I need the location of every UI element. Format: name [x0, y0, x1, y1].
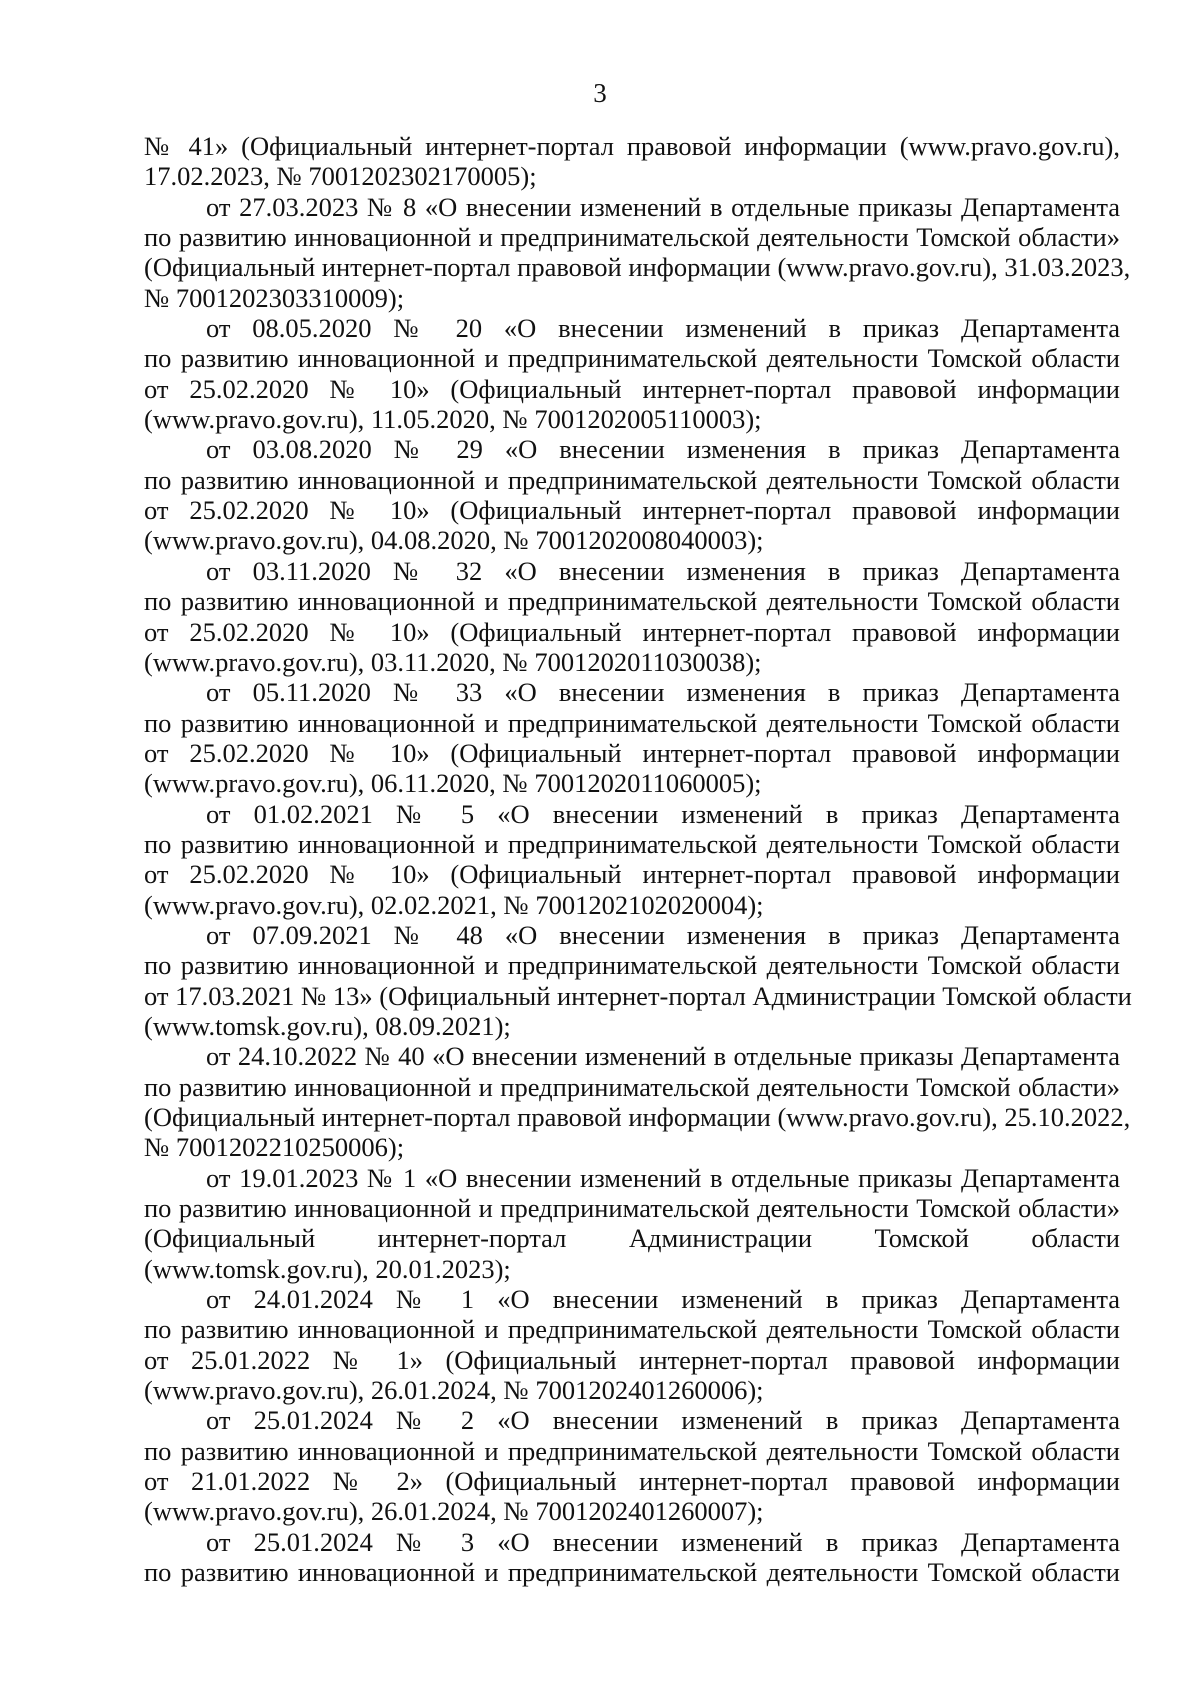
page-number: 3 [593, 78, 607, 108]
paragraph [144, 799, 1120, 920]
paragraph-line: (www.pravo.gov.ru), 02.02.2021, № 7001202102020004); [144, 889, 764, 920]
paragraph-line: по развитию инновационной и предпринимательской деятельности Томской области» [144, 222, 1120, 253]
paragraph-line: (www.tomsk.gov.ru), 20.01.2023); [144, 1253, 511, 1284]
paragraph-line: № 7001202303310009); [144, 282, 405, 313]
paragraph-line: (www.pravo.gov.ru), 06.11.2020, № 7001202011060005); [144, 768, 762, 799]
paragraph-line: от 08.05.2020 № 20 «О внесении изменений в приказ Департамента [206, 313, 1120, 344]
paragraph-line: от 25.02.2020 № 10» (Официальный интернет-портал правовой информации [144, 616, 1120, 647]
paragraph-line: от 25.02.2020 № 10» (Официальный интернет-портал правовой информации [144, 737, 1120, 768]
paragraph-line: от 27.03.2023 № 8 «О внесении изменений в отдельные приказы Департамента [206, 191, 1120, 222]
paragraph-line: от 19.01.2023 № 1 «О внесении изменений в отдельные приказы Департамента [206, 1162, 1120, 1193]
paragraph [144, 1405, 1120, 1526]
paragraph-line: по развитию инновационной и предпринимательской деятельности Томской области [144, 1435, 1120, 1466]
paragraph-line: от 25.02.2020 № 10» (Официальный интернет-портал правовой информации [144, 859, 1120, 890]
paragraph-line: (www.pravo.gov.ru), 26.01.2024, № 7001202401260006); [144, 1375, 764, 1406]
paragraph-line: № 7001202210250006); [144, 1132, 405, 1163]
paragraph-line: по развитию инновационной и предпринимательской деятельности Томской области [144, 828, 1120, 859]
paragraph-line: (www.pravo.gov.ru), 26.01.2024, № 7001202401260007); [144, 1496, 764, 1527]
paragraph-line: (www.pravo.gov.ru), 03.11.2020, № 7001202011030038); [144, 646, 762, 677]
paragraph-line: от 05.11.2020 № 33 «О внесении изменения в приказ Департамента [206, 677, 1120, 708]
paragraph-line: от 17.03.2021 № 13» (Официальный интернет-портал Администрации Томской области [144, 980, 1132, 1011]
paragraph [144, 191, 1131, 313]
paragraph-line: от 24.10.2022 № 40 «О внесении изменений в отдельные приказы Департамента [206, 1041, 1120, 1072]
paragraph-line: по развитию инновационной и предпринимательской деятельности Томской области [144, 1314, 1120, 1345]
paragraph-line: (www.tomsk.gov.ru), 08.09.2021); [144, 1010, 511, 1041]
paragraph-line: (www.pravo.gov.ru), 04.08.2020, № 7001202008040003); [144, 525, 764, 556]
paragraph-line: № 41» (Официальный интернет-портал правовой информации (www.pravo.gov.ru), [144, 131, 1120, 161]
paragraph-line: по развитию инновационной и предпринимательской деятельности Томской области [144, 707, 1120, 738]
paragraph-line: (Официальный интернет-портал Администрации Томской области [144, 1223, 1120, 1254]
paragraph-line: (Официальный интернет-портал правовой информации (www.pravo.gov.ru), 25.10.2022, [144, 1102, 1131, 1132]
paragraph [144, 1041, 1131, 1163]
paragraph-line: 17.02.2023, № 7001202302170005); [144, 161, 537, 192]
paragraph-line: по развитию инновационной и предпринимательской деятельности Томской области [144, 1557, 1120, 1588]
paragraph-line: от 25.01.2024 № 2 «О внесении изменений в приказ Департамента [206, 1405, 1120, 1436]
paragraph-line: от 25.01.2024 № 3 «О внесении изменений в приказ Департамента [206, 1526, 1120, 1557]
paragraph-line: (Официальный интернет-портал правовой информации (www.pravo.gov.ru), 31.03.2023, [144, 252, 1131, 283]
paragraph-line: по развитию инновационной и предпринимательской деятельности Томской области [144, 343, 1120, 374]
paragraph-line: по развитию инновационной и предпринимательской деятельности Томской области [144, 950, 1120, 981]
paragraph-line: (www.pravo.gov.ru), 11.05.2020, № 7001202005110003); [144, 404, 762, 435]
paragraph-line: от 07.09.2021 № 48 «О внесении изменения в приказ Департамента [206, 919, 1120, 950]
paragraph-line: по развитию инновационной и предпринимательской деятельности Томской области» [144, 1193, 1120, 1224]
paragraph [144, 131, 1120, 192]
paragraph-line: по развитию инновационной и предпринимательской деятельности Томской области [144, 586, 1120, 617]
paragraph-line: от 01.02.2021 № 5 «О внесении изменений в приказ Департамента [206, 798, 1120, 829]
paragraph-line: от 03.11.2020 № 32 «О внесении изменения в приказ Департамента [206, 555, 1120, 586]
paragraph-line: от 25.02.2020 № 10» (Официальный интернет-портал правовой информации [144, 373, 1120, 404]
paragraph-line: по развитию инновационной и предпринимательской деятельности Томской области [144, 464, 1120, 495]
paragraph [144, 1527, 1120, 1588]
paragraph-line: от 21.01.2022 № 2» (Официальный интернет-портал правовой информации [144, 1466, 1120, 1497]
paragraph [144, 313, 1120, 434]
document-body [144, 131, 1132, 1588]
paragraph-line: от 25.01.2022 № 1» (Официальный интернет-портал правовой информации [144, 1344, 1120, 1375]
paragraph [144, 556, 1120, 677]
paragraph [144, 677, 1120, 798]
paragraph-line: от 25.02.2020 № 10» (Официальный интернет-портал правовой информации [144, 495, 1120, 526]
paragraph [144, 1163, 1120, 1284]
paragraph-line: от 24.01.2024 № 1 «О внесении изменений в приказ Департамента [206, 1284, 1120, 1315]
paragraph-line: от 03.08.2020 № 29 «О внесении изменения в приказ Департамента [206, 434, 1120, 465]
paragraph [144, 434, 1120, 555]
paragraph [144, 919, 1132, 1041]
paragraph-line: по развитию инновационной и предпринимательской деятельности Томской области» [144, 1071, 1120, 1102]
paragraph [144, 1284, 1120, 1405]
